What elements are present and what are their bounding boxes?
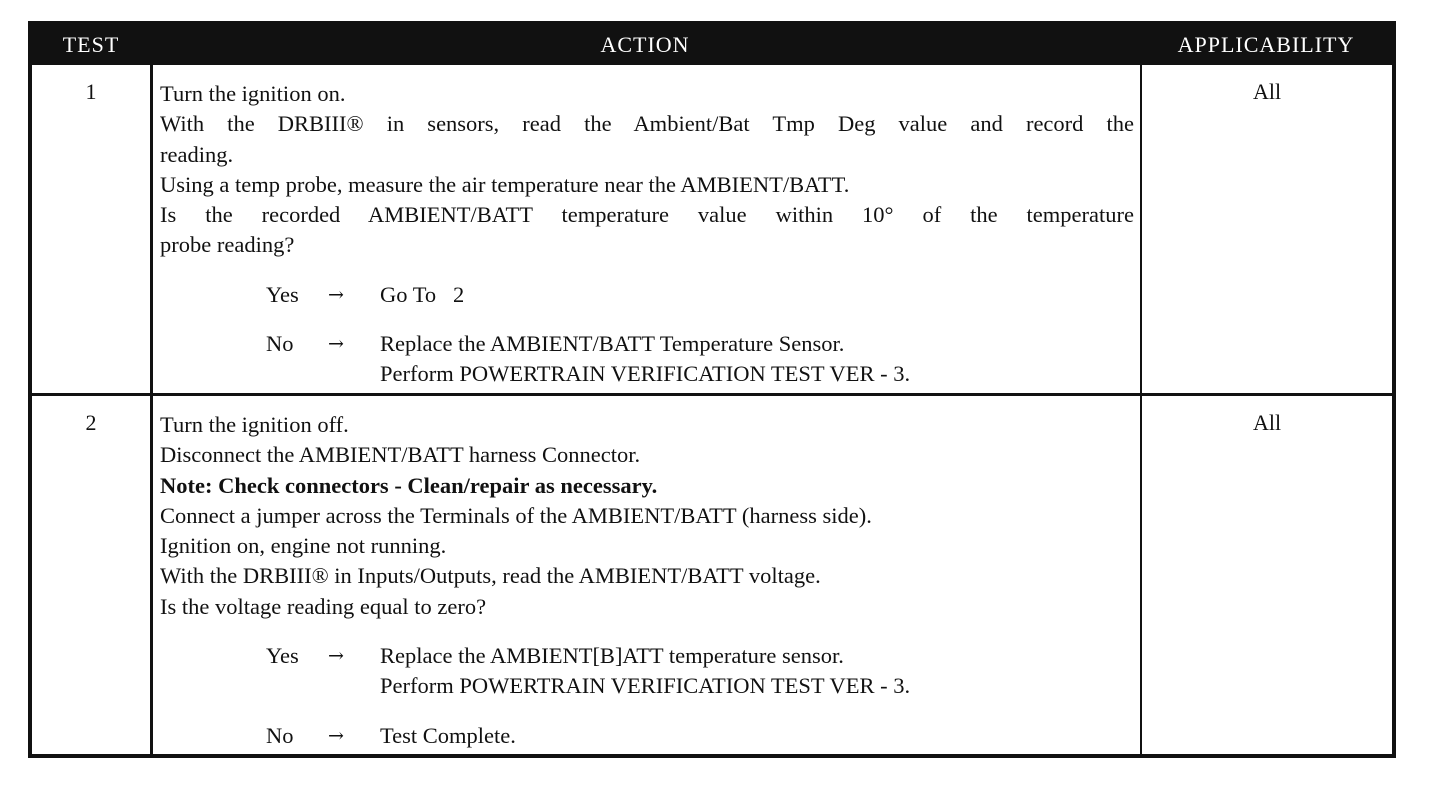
yes-result-continued [160, 671, 1134, 701]
result-text: Perform POWERTRAIN VERIFICATION TEST VER - 3. [380, 673, 911, 699]
action-cell [160, 79, 1134, 390]
action-line: Is the voltage reading equal to zero? [160, 593, 487, 619]
result-text: Go To 2 [380, 281, 465, 307]
right-arrow-icon: → [328, 333, 344, 356]
action-line: Is the recorded AMBIENT/BATT temperature value within 10° of the temperature [160, 202, 1134, 228]
no-result-continued [160, 359, 1134, 389]
action-line: reading. [160, 141, 234, 167]
yes-label: Yes [266, 281, 299, 307]
right-arrow-icon: → [328, 645, 344, 668]
action-line: Connect a jumper across the Terminals of the AMBIENT/BATT (harness side). [160, 502, 872, 528]
no-label: No [266, 722, 294, 748]
yes-result [160, 280, 1134, 310]
header-applicability: APPLICABILITY [1177, 32, 1355, 57]
yes-result [160, 641, 1134, 671]
right-arrow-icon: → [328, 724, 344, 747]
yes-label: Yes [266, 643, 299, 669]
action-line: With the DRBIII® in Inputs/Outputs, read the AMBIENT/BATT voltage. [160, 563, 821, 589]
result-text: Perform POWERTRAIN VERIFICATION TEST VER - 3. [380, 361, 911, 387]
no-result [160, 329, 1134, 359]
action-line: Using a temp probe, measure the air temperature near the AMBIENT/BATT. [160, 171, 850, 197]
header-test: TEST [62, 32, 120, 57]
table-row [32, 65, 1392, 393]
action-line: probe reading? [160, 232, 295, 258]
header-action: ACTION [600, 32, 690, 57]
right-arrow-icon: → [328, 283, 344, 306]
note-line: Note: Check connectors - Clean/repair as necessary. [160, 472, 658, 498]
result-text: Replace the AMBIENT[B]ATT temperature sensor. [380, 643, 844, 669]
result-text: Replace the AMBIENT/BATT Temperature Sensor. [380, 331, 845, 357]
test-number: 1 [85, 79, 97, 104]
action-line: Turn the ignition on. [160, 81, 346, 106]
action-line: Ignition on, engine not running. [160, 533, 447, 559]
test-number: 2 [85, 410, 97, 435]
table-row [32, 396, 1392, 758]
action-line: Turn the ignition off. [160, 412, 349, 437]
diagnostic-test-table [28, 21, 1396, 758]
action-line: With the DRBIII® in sensors, read the Ambient/Bat Tmp Deg value and record the [160, 111, 1134, 137]
action-line: Disconnect the AMBIENT/BATT harness Connector. [160, 442, 641, 468]
table-header [32, 25, 1392, 65]
result-text: Test Complete. [380, 722, 516, 748]
action-cell [160, 410, 1134, 751]
no-result [160, 721, 1134, 751]
applicability-value: All [1252, 410, 1282, 435]
applicability-value: All [1252, 79, 1282, 104]
no-label: No [266, 331, 294, 357]
